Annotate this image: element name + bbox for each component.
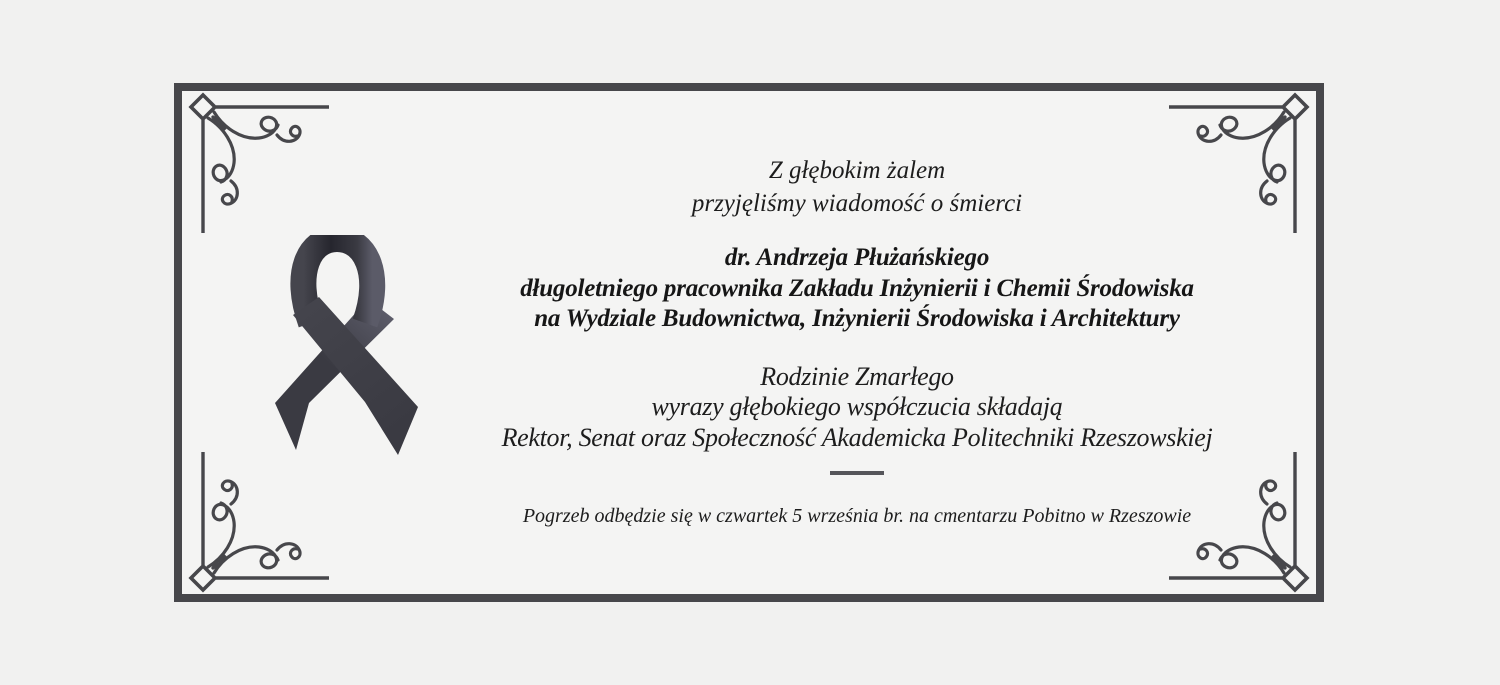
- deceased-role-line: długoletniego pracownika Zakładu Inżynierii i Chemii Środowiska: [520, 274, 1194, 302]
- deceased-name: dr. Andrzeja Płużańskiego: [724, 244, 990, 271]
- divider-rule: [830, 471, 884, 475]
- condolence-line: Rektor, Senat oraz Społeczność Akademicka Politechniki Rzeszowskiej: [501, 422, 1213, 452]
- deceased-role-line: na Wydziale Budownictwa, Inżynierii Środowiska i Architektury: [534, 305, 1180, 332]
- condolence-line: wyrazy głębokiego współczucia składają: [651, 392, 1063, 421]
- intro-block: [399, 155, 1315, 220]
- deceased-block: [399, 243, 1315, 335]
- intro-line: Z głębokim żalem: [768, 157, 946, 184]
- funeral-info: Pogrzeb odbędzie się w czwartek 5 września br. na cmentarzu Pobitno w Rzeszowie: [522, 505, 1192, 527]
- intro-line: przyjęliśmy wiadomość o śmierci: [691, 189, 1023, 217]
- notice-text: [399, 91, 1315, 594]
- corner-flourish-icon-bottom-left: [183, 448, 333, 598]
- corner-flourish-icon-top-left: [183, 87, 333, 237]
- obituary-card: [174, 83, 1324, 602]
- condolence-block: [399, 362, 1315, 454]
- condolence-line: Rodzinie Zmarłego: [760, 361, 954, 391]
